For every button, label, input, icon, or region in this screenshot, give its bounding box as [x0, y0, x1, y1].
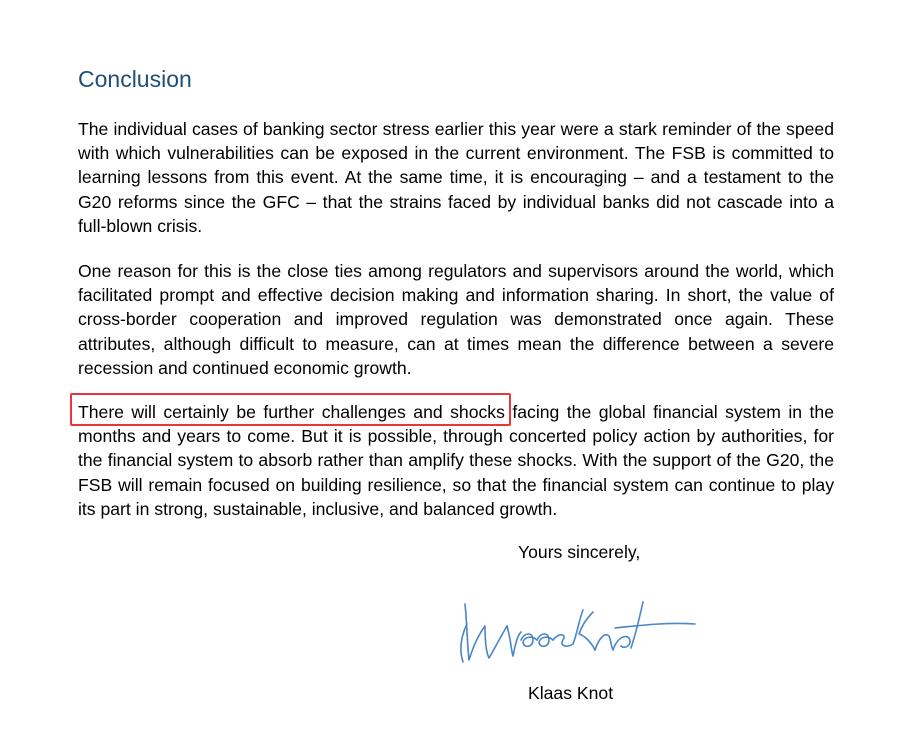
paragraph-2: One reason for this is the close ties among regulators and supervisors around the world, which facilitated prompt and effective decision making and information sharing. In short, the value of cross-border cooperation and improved regulation was demonstrated once again. These attributes, although difficult to measure, can at times mean the difference between a severe recession and continued economic growth. — [78, 261, 834, 378]
paragraph-1: The individual cases of banking sector stress earlier this year were a stark reminder of the speed with which vulnerabilities can be exposed in the current environment. The FSB is committed to learning lessons from this event. At the same time, it is encouraging – and a testament to the G20 reforms since the GFC – that the strains faced by individual banks did not cascade into a full-blown crisis. — [78, 119, 834, 236]
handwritten-signature — [455, 592, 700, 672]
closing-salutation: Yours sincerely, — [518, 542, 641, 562]
section-heading: Conclusion — [78, 66, 192, 92]
paragraph-3: There will certainly be further challenges and shocks facing the global financial system in the months and years to come. But it is possible, through concerted policy action by authorities, for the financial system to absorb rather than amplify these shocks. With the support of the G20, the FSB will remain focused on building resilience, so that the financial system can continue to play its part in strong, sustainable, inclusive, and balanced growth. — [78, 402, 834, 519]
signer-name: Klaas Knot — [528, 683, 614, 703]
